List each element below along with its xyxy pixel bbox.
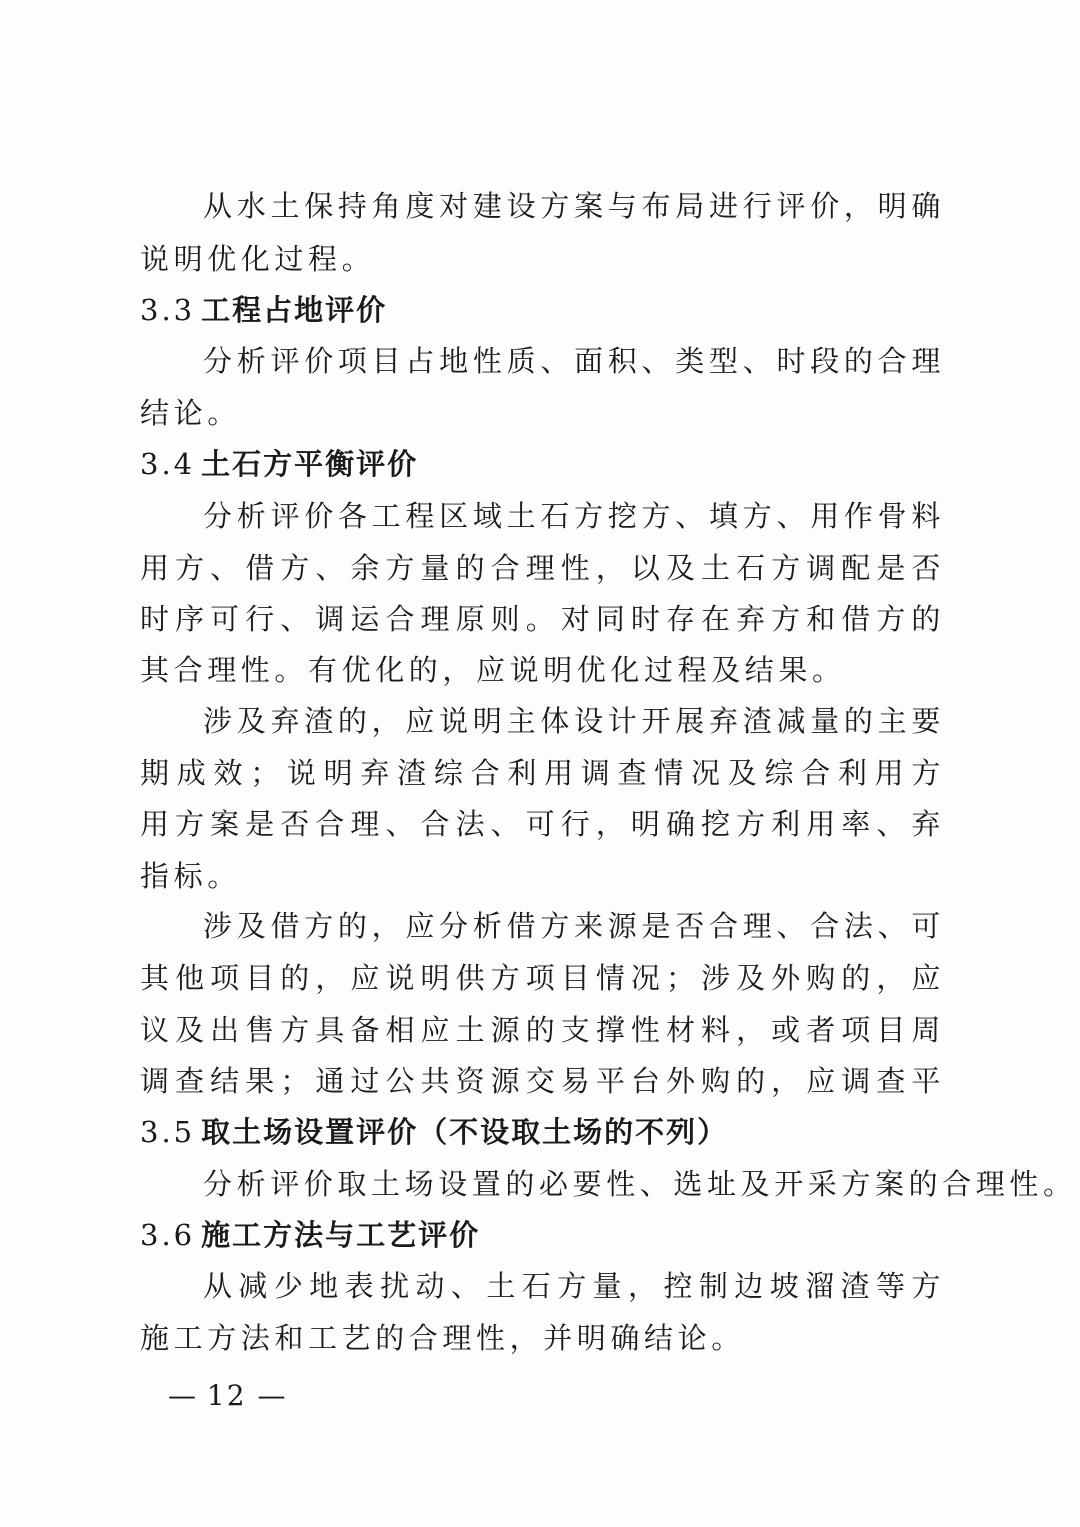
paragraph-line: 分析评价取土场设置的必要性、选址及开采方案的合理性。 bbox=[203, 1167, 1077, 1201]
section-title: 土石方平衡评价 bbox=[201, 447, 419, 481]
section-number: 3.5 bbox=[140, 1115, 196, 1149]
paragraph-line: 指标。 bbox=[140, 859, 241, 893]
section-title: 取土场设置评价（不设取土场的不列） bbox=[201, 1115, 729, 1149]
section-number: 3.3 bbox=[140, 293, 196, 327]
section-title: 工程占地评价 bbox=[201, 293, 388, 327]
footer-dash-left: — bbox=[168, 1379, 196, 1412]
footer-dash-right: — bbox=[257, 1379, 286, 1412]
page-number: 12 bbox=[206, 1379, 247, 1412]
section-heading-3-3 bbox=[140, 290, 945, 330]
paragraph-line: 结论。 bbox=[140, 396, 241, 430]
paragraph-line: 其他项目的，应说明供方项目情况；涉及外购的，应 bbox=[140, 961, 945, 995]
section-heading-3-4 bbox=[140, 444, 945, 484]
section-number: 3.4 bbox=[140, 447, 196, 481]
paragraph-line: 调查结果；通过公共资源交易平台外购的，应调查平 bbox=[140, 1064, 945, 1098]
section-title: 施工方法与工艺评价 bbox=[201, 1218, 481, 1252]
paragraph-line: 其合理性。有优化的，应说明优化过程及结果。 bbox=[140, 653, 846, 687]
paragraph-line: 分析评价各工程区域土石方挖方、填方、用作骨料 bbox=[203, 499, 945, 533]
paragraph-line: 分析评价项目占地性质、面积、类型、时段的合理 bbox=[203, 344, 945, 378]
paragraph-line: 说明优化过程。 bbox=[140, 242, 376, 276]
paragraph-line: 期成效；说明弃渣综合利用调查情况及综合利用方 bbox=[140, 756, 945, 790]
paragraph-line: 议及出售方具备相应土源的支撑性材料，或者项目周 bbox=[140, 1013, 945, 1047]
section-heading-3-6 bbox=[140, 1215, 945, 1255]
paragraph-line: 用方案是否合理、合法、可行，明确挖方利用率、弃 bbox=[140, 807, 945, 841]
paragraph-line: 施工方法和工艺的合理性，并明确结论。 bbox=[140, 1321, 745, 1355]
paragraph-line: 涉及弃渣的，应说明主体设计开展弃渣减量的主要 bbox=[203, 704, 945, 738]
section-number: 3.6 bbox=[140, 1218, 196, 1252]
paragraph-line: 从水土保持角度对建设方案与布局进行评价，明确 bbox=[203, 189, 945, 223]
paragraph-line: 从减少地表扰动、土石方量，控制边坡溜渣等方 bbox=[203, 1269, 945, 1303]
paragraph-line: 用方、借方、余方量的合理性，以及土石方调配是否 bbox=[140, 551, 945, 585]
paragraph-line: 时序可行、调运合理原则。对同时存在弃方和借方的 bbox=[140, 602, 945, 636]
section-heading-3-5 bbox=[140, 1112, 945, 1152]
page-footer bbox=[168, 1376, 285, 1416]
paragraph-line: 涉及借方的，应分析借方来源是否合理、合法、可 bbox=[203, 909, 945, 943]
